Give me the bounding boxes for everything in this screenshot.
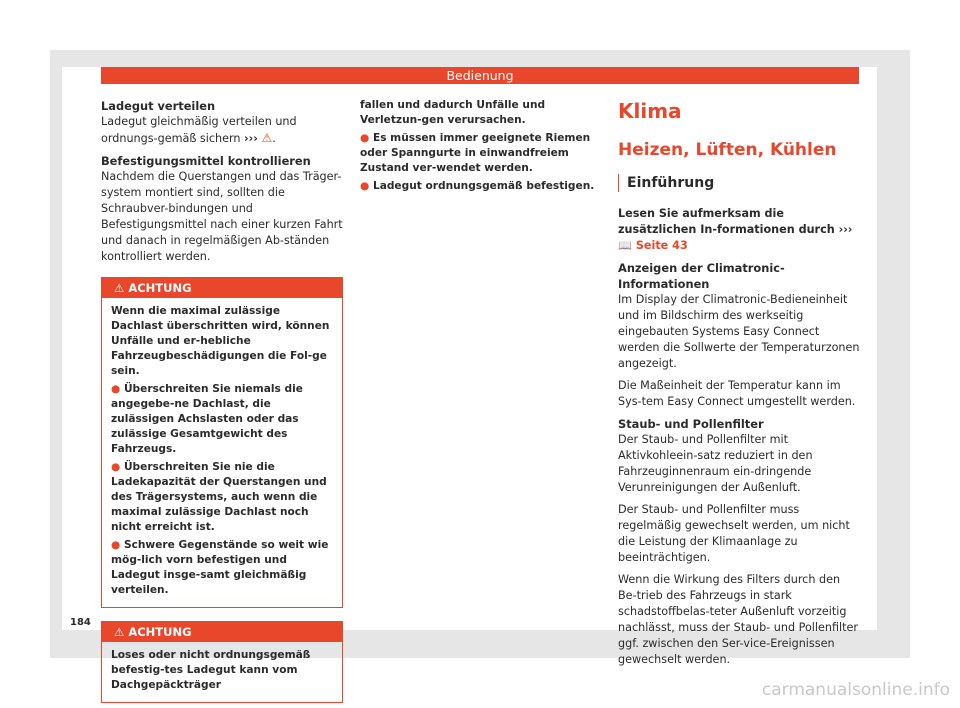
bullet-icon: ● (111, 383, 121, 395)
warning-triangle-icon: ⚠ (261, 131, 273, 145)
column-left (101, 98, 343, 703)
warning-box-1-header: ⚠ ACHTUNG (102, 278, 342, 298)
warning-box-2-header: ⚠ ACHTUNG (102, 622, 342, 642)
paragraph-ladegut: Ladegut gleichmäßig verteilen und ordnungs-gemäß sichern ››› ⚠. (101, 115, 297, 145)
watermark: carmanualsonline.info (761, 680, 950, 700)
paragraph-climatronic: Im Display der Climatronic-Bedieneinheit und im Bildschirm des werkseitig eingebauten Systems Easy Connect werden die Sollwerte der Temperaturzonen angezeigt. (618, 293, 860, 370)
warning-box-1-body (102, 298, 342, 607)
heading-befestigung: Befestigungsmittel kontrollieren (101, 154, 311, 168)
warning-box-2 (101, 621, 343, 703)
bullet-icon: ● (360, 180, 370, 192)
ref-arrows: ››› (244, 132, 258, 145)
warning-triangle-icon: ⚠ (114, 625, 125, 639)
bullet-icon: ● (360, 132, 370, 144)
warning-1-intro: Wenn die maximal zulässige Dachlast überschritten wird, können Unfälle und er-hebliche Fahrzeugbeschädigungen die Fol-ge sein. (111, 305, 330, 377)
chapter-title: Klima (618, 99, 682, 123)
paragraph-filter-1: Der Staub- und Pollenfilter mit Aktivkohleein-satz reduziert in den Fahrzeuginnenraum ein-dringende Verunreinigungen der Außenluft. (618, 433, 813, 494)
column-middle (360, 98, 602, 197)
warning-2-item: ● Ladegut ordnungsgemäß befestigen. (360, 180, 595, 192)
heading-filter: Staub- und Pollenfilter (618, 417, 764, 431)
paragraph-temperature-unit: Die Maßeinheit der Temperatur kann im Sys-tem Easy Connect umgestellt werden. (618, 379, 856, 408)
warning-1-item: ● Überschreiten Sie niemals die angegebe-ne Dachlast, die zulässigen Achslasten oder das zulässige Gesamtgewicht des Fahrzeugs. (111, 383, 303, 455)
warning-box-2-body (102, 642, 342, 702)
intro-note: Lesen Sie aufmerksam die zusätzlichen In-formationen durch ››› 📖 Seite 43 (618, 207, 853, 252)
warning-box-1 (101, 277, 343, 608)
paragraph-befestigung: Nachdem die Querstangen und das Träger-system montiert sind, sollten die Schraubver-bindungen und Befestigungsmittel nach einer kurzen Fahrt und danach in regelmäßigen Ab-ständen kontrolliert werden. (101, 170, 343, 263)
warning-1-item: ● Überschreiten Sie nie die Ladekapazität der Querstangen und des Trägersystems, auch wenn die maximal zulässige Dachlast noch nicht erreicht ist. (111, 461, 327, 533)
bullet-icon: ● (111, 461, 121, 473)
heading-ladegut: Ladegut verteilen (101, 99, 216, 113)
paragraph-filter-2: Der Staub- und Pollenfilter muss regelmäßig gewechselt werden, um nicht die Leistung der Klimaanlage zu beeinträchtigen. (618, 503, 850, 564)
warning-1-item: ● Schwere Gegenstände so weit wie mög-lich vorn befestigen und Ladegut insge-samt gleichmäßig verteilen. (111, 539, 329, 596)
page-link[interactable]: Seite 43 (635, 239, 688, 252)
section-title: Einführung (618, 174, 860, 192)
heading-climatronic: Anzeigen der Climatronic-Informationen (618, 261, 785, 291)
page-number: 184 (70, 617, 91, 628)
warning-2-item: ● Es müssen immer geeignete Riemen oder Spanngurte in einwandfreiem Zustand ver-wendet werden. (360, 132, 591, 174)
paragraph-filter-3: Wenn die Wirkung des Filters durch den Be-trieb des Fahrzeugs in stark schadstoffbelas-teter Außenluft vorzeitig nachlässt, muss der Staub- und Pollenfilter ggf. zwischen den Ser-vice-Ereignissen gewechselt werden. (618, 573, 859, 666)
column-right (618, 98, 860, 674)
bullet-icon: ● (111, 539, 121, 551)
book-icon: 📖 (618, 239, 632, 252)
warning-continuation: fallen und dadurch Unfälle und Verletzun-gen verursachen. ● Es müssen immer geeignete Riemen oder Spanngurte in einwandfreiem Zustand ver-wendet werden. ● Ladegut ordnungsgemäß befestigen. (360, 98, 602, 194)
warning-triangle-icon: ⚠ (114, 281, 125, 295)
chapter-subtitle: Heizen, Lüften, Kühlen (618, 140, 837, 160)
section-header: Bedienung (101, 67, 859, 84)
warning-2-intro: Loses oder nicht ordnungsgemäß befestig-tes Ladegut kann vom Dachgepäckträger (111, 649, 311, 691)
